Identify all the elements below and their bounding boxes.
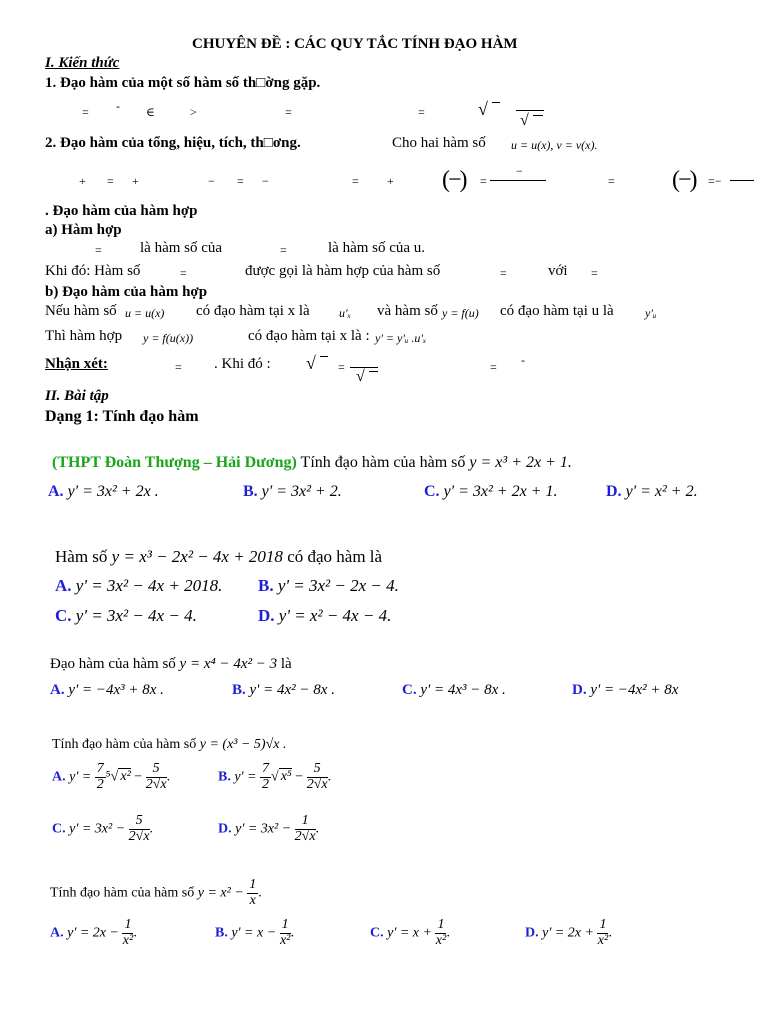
answer-option-c[interactable]	[52, 814, 153, 844]
option-letter: C.	[402, 682, 417, 698]
option-letter: B.	[258, 576, 274, 595]
option-formula: y' = −4x² + 8x	[590, 682, 679, 698]
option-letter: A.	[48, 483, 64, 500]
inline-formula: y = f(u)	[442, 306, 479, 320]
option-formula: y' = 2x −	[67, 925, 119, 941]
option-letter: C.	[370, 925, 384, 941]
answer-option-c[interactable]	[402, 683, 506, 698]
option-letter: A.	[50, 682, 65, 698]
fraction	[597, 918, 608, 948]
fraction	[129, 814, 150, 844]
formula-symbol: =	[180, 266, 187, 280]
option-letter: A.	[52, 769, 66, 785]
option-letter: D.	[606, 483, 622, 500]
denominator: 2√x	[294, 828, 316, 844]
composite-text: là hàm số của u.	[328, 240, 426, 256]
page-title: CHUYÊN ĐỀ : CÁC QUY TẮC TÍNH ĐẠO HÀM	[192, 36, 518, 52]
option-formula: y' = x +	[387, 925, 432, 941]
option-formula: y' = 3x² + 2x .	[67, 483, 159, 500]
formula-symbol: +	[79, 174, 86, 188]
subheading-composite-b: b) Đạo hàm của hàm hợp	[45, 284, 208, 300]
formula-symbol: =	[500, 266, 507, 280]
answer-option-b[interactable]	[232, 683, 335, 698]
option-formula: y' = 3x² − 4x − 4.	[75, 606, 197, 625]
option-letter: D.	[525, 925, 539, 941]
option-formula: y' = 4x² − 8x .	[249, 682, 335, 698]
fraction	[247, 878, 258, 908]
formula-symbol: −	[516, 164, 523, 178]
option-formula: y' = 3x² + 2x + 1.	[443, 483, 558, 500]
formula-symbol: =	[352, 174, 359, 188]
section-heading-knowledge: I. Kiến thức	[45, 55, 120, 71]
fraction	[122, 918, 133, 948]
numerator: 1	[249, 877, 257, 892]
formula-symbol: =	[490, 360, 497, 374]
sqrt-symbol: √	[356, 368, 365, 385]
period: .	[290, 925, 295, 941]
answer-option-c[interactable]	[55, 607, 197, 624]
formula-symbol: =	[418, 105, 425, 119]
fraction	[295, 814, 316, 844]
denominator: 2√x	[306, 776, 328, 792]
answer-option-d[interactable]	[218, 814, 319, 844]
formula-symbol: =−	[708, 174, 722, 188]
period: .	[149, 821, 154, 837]
remark-label: Nhận xét:	[45, 356, 108, 372]
option-letter: D.	[572, 682, 587, 698]
formula-symbol: =	[591, 266, 598, 280]
option-letter: B.	[215, 925, 228, 941]
answer-option-b[interactable]	[243, 484, 342, 500]
option-letter: A.	[55, 576, 72, 595]
composite-text: Nếu hàm số	[45, 303, 117, 319]
sqrt-symbol: √	[306, 353, 316, 373]
sqrt-bar	[533, 115, 543, 116]
answer-option-d[interactable]	[606, 484, 698, 500]
inline-formula: u'ₓ	[339, 306, 351, 320]
option-formula: y' = 3x² −	[235, 821, 292, 837]
answer-option-b[interactable]	[215, 918, 294, 948]
denominator: x²	[122, 932, 134, 948]
minus-sign: −	[295, 769, 304, 785]
denominator: 2	[96, 776, 104, 792]
fraction	[280, 918, 291, 948]
radicand: x²	[120, 769, 131, 785]
remark-text: . Khi đó :	[214, 356, 271, 372]
question-stem: Tính đạo hàm của hàm số	[50, 885, 195, 901]
answer-option-d[interactable]	[525, 918, 612, 948]
numerator: 5	[146, 762, 167, 778]
question-2	[55, 548, 382, 565]
numerator: 1	[437, 917, 445, 932]
numerator: 1	[124, 917, 132, 932]
option-formula: y' =	[234, 769, 257, 785]
sqrt-bar	[320, 356, 328, 357]
formula-symbol: -	[521, 353, 525, 367]
radicand: x⁵	[280, 769, 292, 785]
formula-symbol: +	[387, 174, 394, 188]
composite-text: với	[548, 263, 568, 279]
sqrt-bar	[369, 371, 378, 372]
denominator: x²	[597, 932, 609, 948]
formula-symbol: =	[82, 105, 89, 119]
period: .	[608, 925, 612, 941]
formula-symbol: =	[285, 105, 292, 119]
denominator: 2√x	[145, 776, 167, 792]
denominator: 2	[262, 776, 269, 792]
denominator: x²	[435, 932, 447, 948]
question-4	[52, 738, 287, 752]
composite-text: và hàm số	[377, 303, 438, 319]
question-source: (THPT Đoàn Thượng – Hải Dương)	[52, 454, 297, 471]
sqrt-bar	[492, 102, 500, 103]
question-stem: Tính đạo hàm của hàm số	[52, 737, 197, 752]
formula-symbol: =	[175, 360, 182, 374]
composite-text: Thì hàm hợp	[45, 328, 123, 344]
subheading-composite: . Đạo hàm của hàm hợp	[45, 203, 198, 219]
question-function: y = x³ − 2x² − 4x + 2018	[111, 547, 283, 566]
question-3	[50, 657, 292, 672]
question-function: y = (x³ − 5)√x .	[199, 737, 287, 752]
formula-symbol: >	[190, 105, 197, 119]
paren-expression: (−)	[442, 167, 466, 193]
option-formula: y' = 3x² + 2.	[261, 483, 342, 500]
formula-symbol: =	[608, 174, 615, 188]
formula-symbol: -	[116, 99, 120, 113]
formula-symbol: =	[237, 174, 244, 188]
answer-option-c[interactable]	[424, 484, 557, 500]
subheading-composite-a: a) Hàm hợp	[45, 222, 122, 238]
period: .	[166, 769, 171, 785]
denominator: 2√x	[128, 828, 150, 844]
formula-symbol: −	[208, 174, 215, 188]
composite-text: có đạo hàm tại x là :	[248, 328, 370, 344]
option-formula: y' = x² + 2.	[625, 483, 698, 500]
section-heading-exercises: II. Bài tập	[45, 388, 109, 404]
numerator: 7	[262, 761, 269, 776]
option-formula: y' = 3x² − 4x + 2018.	[75, 576, 223, 595]
composite-text: có đạo hàm tại u là	[500, 303, 614, 319]
option-letter: D.	[258, 606, 275, 625]
fraction	[95, 762, 106, 792]
subheading-common-derivatives: 1. Đạo hàm của một số hàm số th□ờng gặp.	[45, 75, 321, 91]
fraction	[307, 762, 328, 792]
answer-option-d[interactable]	[572, 683, 678, 698]
composite-text: có đạo hàm tại x là	[196, 303, 310, 319]
option-formula: y' = 2x +	[542, 925, 594, 941]
numerator: 1	[295, 814, 316, 830]
formula-symbol: =	[107, 174, 114, 188]
option-letter: B.	[232, 682, 246, 698]
option-letter: B.	[218, 769, 231, 785]
option-letter: A.	[50, 925, 64, 941]
formula-symbol: =	[280, 243, 287, 257]
minus-sign: −	[134, 769, 143, 785]
numerator: 1	[599, 917, 607, 932]
inline-formula: y' = y'ᵤ .u'ₓ	[375, 331, 427, 345]
answer-option-b[interactable]	[218, 762, 331, 792]
answer-option-d[interactable]	[258, 607, 391, 624]
denominator: x	[249, 892, 256, 908]
period: .	[327, 769, 332, 785]
question-tail: có đạo hàm là	[287, 547, 383, 566]
numerator: 5	[307, 762, 328, 778]
root-sign: √	[271, 769, 279, 785]
option-formula: y' = −4x³ + 8x .	[68, 682, 164, 698]
fraction	[146, 762, 167, 792]
fraction	[260, 762, 271, 792]
answer-option-b[interactable]	[258, 577, 399, 594]
given-functions-label: Cho hai hàm số	[392, 135, 486, 151]
sqrt-symbol: √	[478, 99, 488, 119]
fraction-bar	[730, 180, 754, 181]
option-letter: D.	[218, 821, 232, 837]
sqrt-symbol: √	[520, 112, 529, 129]
formula-symbol: ∈	[146, 105, 155, 119]
composite-text: Khi đó: Hàm số	[45, 263, 141, 279]
inline-formula: y'ᵤ	[645, 306, 657, 320]
question-1	[52, 455, 572, 471]
question-stem: Tính đạo hàm của hàm số	[300, 454, 466, 471]
question-tail: là	[280, 656, 292, 672]
option-formula: y' = 3x² − 2x − 4.	[277, 576, 399, 595]
fraction-bar	[516, 110, 544, 111]
inline-formula: u = u(x)	[125, 306, 165, 320]
formula-symbol: =	[95, 243, 102, 257]
period: .	[258, 885, 262, 901]
fraction-bar	[490, 180, 546, 181]
root-sign: ⁵√	[105, 769, 119, 785]
subheading-sum-rules: 2. Đạo hàm của tổng, hiệu, tích, th□ơng.	[45, 135, 301, 151]
paren-expression: (−)	[672, 167, 696, 193]
answer-option-c[interactable]	[370, 918, 450, 948]
answer-option-a[interactable]	[55, 577, 222, 594]
denominator: x²	[279, 932, 291, 948]
answer-option-a[interactable]	[52, 762, 170, 792]
subheading-type-1: Dạng 1: Tính đạo hàm	[45, 408, 199, 425]
option-letter: C.	[424, 483, 440, 500]
option-letter: C.	[52, 821, 66, 837]
question-function: y = x⁴ − 4x² − 3	[179, 656, 278, 672]
formula-symbol: +	[132, 174, 139, 188]
fraction	[435, 918, 446, 948]
option-formula: y' = x² − 4x − 4.	[278, 606, 392, 625]
formula-symbol: =	[338, 360, 345, 374]
formula-symbol: =	[480, 174, 487, 188]
period: .	[133, 925, 137, 941]
option-letter: C.	[55, 606, 72, 625]
period: .	[446, 925, 450, 941]
option-formula: y' = x −	[231, 925, 277, 941]
numerator: 7	[96, 761, 104, 776]
question-5	[50, 878, 262, 908]
numerator: 5	[129, 814, 150, 830]
formula-symbol: −	[262, 174, 269, 188]
numerator: 1	[281, 917, 289, 932]
composite-text: là hàm số của	[140, 240, 223, 256]
answer-option-a[interactable]	[48, 484, 159, 500]
option-letter: B.	[243, 483, 258, 500]
inline-formula: y = f(u(x))	[143, 331, 194, 345]
question-stem: Hàm số	[55, 547, 108, 566]
option-formula: y' = 3x² −	[69, 821, 126, 837]
answer-option-a[interactable]	[50, 918, 137, 948]
option-formula: y' = 4x³ − 8x .	[420, 682, 506, 698]
question-function: y = x² −	[197, 885, 244, 901]
answer-option-a[interactable]	[50, 683, 164, 698]
question-function: y = x³ + 2x + 1.	[469, 454, 572, 471]
question-stem: Đạo hàm của hàm số	[50, 656, 176, 672]
composite-text: được gọi là hàm hợp của hàm số	[245, 263, 441, 279]
option-formula: y' =	[69, 769, 92, 785]
period: .	[315, 821, 320, 837]
given-functions-formula: u = u(x), v = v(x).	[511, 138, 598, 152]
